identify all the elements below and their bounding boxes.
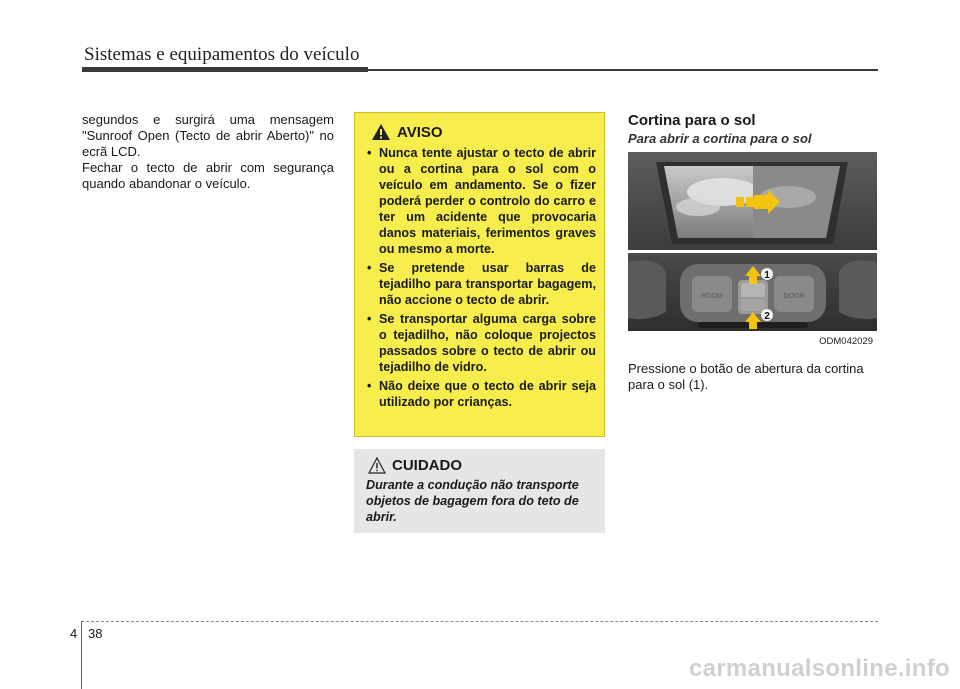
page-number: 38 [88, 626, 103, 641]
warning-item: • Se pretende usar barras de tejadilho para transportar bagagem, não accione o tecto de abrir. [367, 261, 596, 307]
caution-triangle-icon [368, 457, 386, 474]
callout-2: 2 [764, 311, 770, 322]
warning-list [365, 145, 596, 410]
warning-item: • Se transportar alguma carga sobre o tejadilho, não coloque projectos passados sobre o tecto de abrir ou tejadilho de vidro. [367, 312, 596, 374]
warning-item: • Nunca tente ajustar o tecto de abrir ou a cortina para o sol com o veículo em andamento. Se o fizer poderá perder o controlo do carro e ter um acidente que provocaria danos materiais, ferimentos graves ou mesmo a morte. [367, 146, 596, 256]
warning-title: AVISO [397, 123, 443, 141]
left-paragraph: Fechar o tecto de abrir com segurança quando abandonar o veículo. [82, 160, 334, 191]
footer-rule [81, 621, 878, 622]
header-rule [82, 67, 368, 72]
left-paragraph: segundos e surgirá uma mensagem "Sunroof Open (Tecto de abrir Aberto)" no ecrã LCD. [82, 112, 334, 159]
right-column-text [628, 361, 878, 393]
caution-header [368, 457, 597, 474]
door-button-label: DOOR [783, 293, 805, 300]
warning-triangle-icon [371, 123, 391, 141]
caution-text: Durante a condução não transporte objetos de bagagem fora do teto de abrir. [366, 478, 579, 524]
sunshade-figure [628, 152, 877, 350]
sunroof-illustration [628, 152, 877, 350]
caution-title: CUIDADO [392, 457, 462, 474]
chapter-number: 4 [70, 626, 78, 641]
caution-box [354, 449, 605, 533]
callout-1: 1 [764, 270, 770, 281]
page-header-title: Sistemas e equipamentos do veículo [84, 44, 360, 65]
watermark: carmanualsonline.info [688, 655, 950, 682]
right-paragraph: Pressione o botão de abertura da cortina para o sol (1). [628, 361, 864, 392]
room-button-label: ROOM [701, 293, 723, 300]
figure-code: ODM042029 [819, 336, 873, 347]
warning-item: • Não deixe que o tecto de abrir seja utilizado por crianças. [367, 379, 596, 409]
header-rule-thin [368, 69, 878, 71]
warning-box [354, 112, 605, 437]
section-subtitle: Para abrir a cortina para o sol [628, 131, 812, 146]
footer-vertical-rule [81, 621, 82, 689]
section-title: Cortina para o sol [628, 112, 756, 129]
warning-header [371, 123, 596, 141]
left-column [82, 112, 334, 192]
